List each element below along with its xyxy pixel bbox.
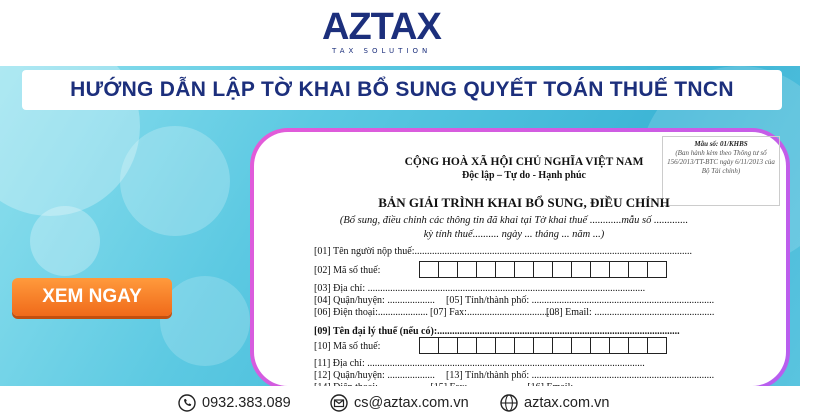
tax-code-boxes[interactable] [420, 261, 667, 278]
website-contact[interactable] [500, 392, 609, 414]
website-url: aztax.com.vn [524, 395, 610, 411]
field-agent-province: [13] Tỉnh/thành phố: ......................................................................... [446, 370, 715, 381]
brand-logo[interactable] [322, 6, 482, 60]
logo-text: AZTAX [322, 6, 441, 48]
phone-icon [178, 394, 196, 412]
form-heading: BẢN GIẢI TRÌNH KHAI BỔ SUNG, ĐIỀU CHỈNH [378, 195, 670, 210]
bubble-decoration [160, 276, 250, 366]
view-now-button[interactable] [12, 278, 172, 316]
field-agent-tax-code-label: [10] Mã số thuế: [314, 341, 381, 352]
email-contact[interactable] [330, 392, 469, 414]
globe-icon [500, 394, 518, 412]
field-agent-address: [11] Địa chỉ: ............................................................................................................... [314, 358, 645, 369]
tax-form-document [254, 132, 786, 386]
bubble-decoration [30, 206, 100, 276]
agent-tax-code-boxes[interactable] [420, 337, 667, 354]
form-note: (Ban hành kèm theo Thông tư số 156/2013/TT-BTC ngày 6/11/2013 của Bộ Tài chính) [667, 149, 775, 175]
subheading-line-1: (Bổ sung, điều chỉnh các thông tin đã khai tại Tờ khai thuế ............mẫu số ............. [339, 215, 689, 226]
field-agent-name: [09] Tên đại lý thuế (nếu có):................................................................................................. [314, 326, 680, 337]
field-province: [05] Tỉnh/thành phố: ......................................................................... [446, 295, 715, 306]
phone-number: 0932.383.089 [202, 395, 291, 411]
nation-heading: CỘNG HOÀ XÃ HỘI CHỦ NGHĨA VIỆT NAM [404, 156, 644, 168]
field-phone: [06] Điện thoại:.................... [314, 307, 428, 318]
field-agent-district: [12] Quận/huyện: ................... [314, 370, 435, 381]
email-icon [330, 394, 348, 412]
view-now-label: XEM NGAY [42, 286, 142, 307]
field-tax-code-label: [02] Mã số thuế: [314, 265, 381, 276]
field-address: [03] Địa chỉ: ............................................................................................................... [314, 283, 646, 294]
field-district: [04] Quận/huyện: ................... [314, 295, 435, 306]
field-taxpayer-name: [01] Tên người nộp thuế:............................................................................................................... [314, 246, 693, 257]
subheading-line-2: kỳ tính thuế.......... ngày ... tháng ... năm ...) [423, 229, 605, 240]
document-frame [250, 128, 790, 390]
logo-subtitle: TAX SOLUTION [332, 47, 432, 55]
contact-footer [0, 386, 800, 420]
field-email: [08] Email: ................................................ [546, 307, 715, 318]
page-title: HƯỚNG DẪN LẬP TỜ KHAI BỔ SUNG QUYẾT TOÁN THUẾ TNCN [70, 78, 734, 101]
email-address: cs@aztax.com.vn [354, 395, 469, 411]
bubble-decoration [120, 126, 230, 236]
motto-heading: Độc lập – Tự do - Hạnh phúc [462, 170, 586, 181]
form-subheading [284, 214, 744, 242]
top-header [0, 0, 800, 66]
field-fax: [07] Fax:................................... [430, 307, 555, 318]
phone-contact[interactable] [178, 392, 291, 414]
form-code: Mẫu số: 01/KHBS [694, 140, 748, 148]
title-bar [22, 70, 782, 110]
